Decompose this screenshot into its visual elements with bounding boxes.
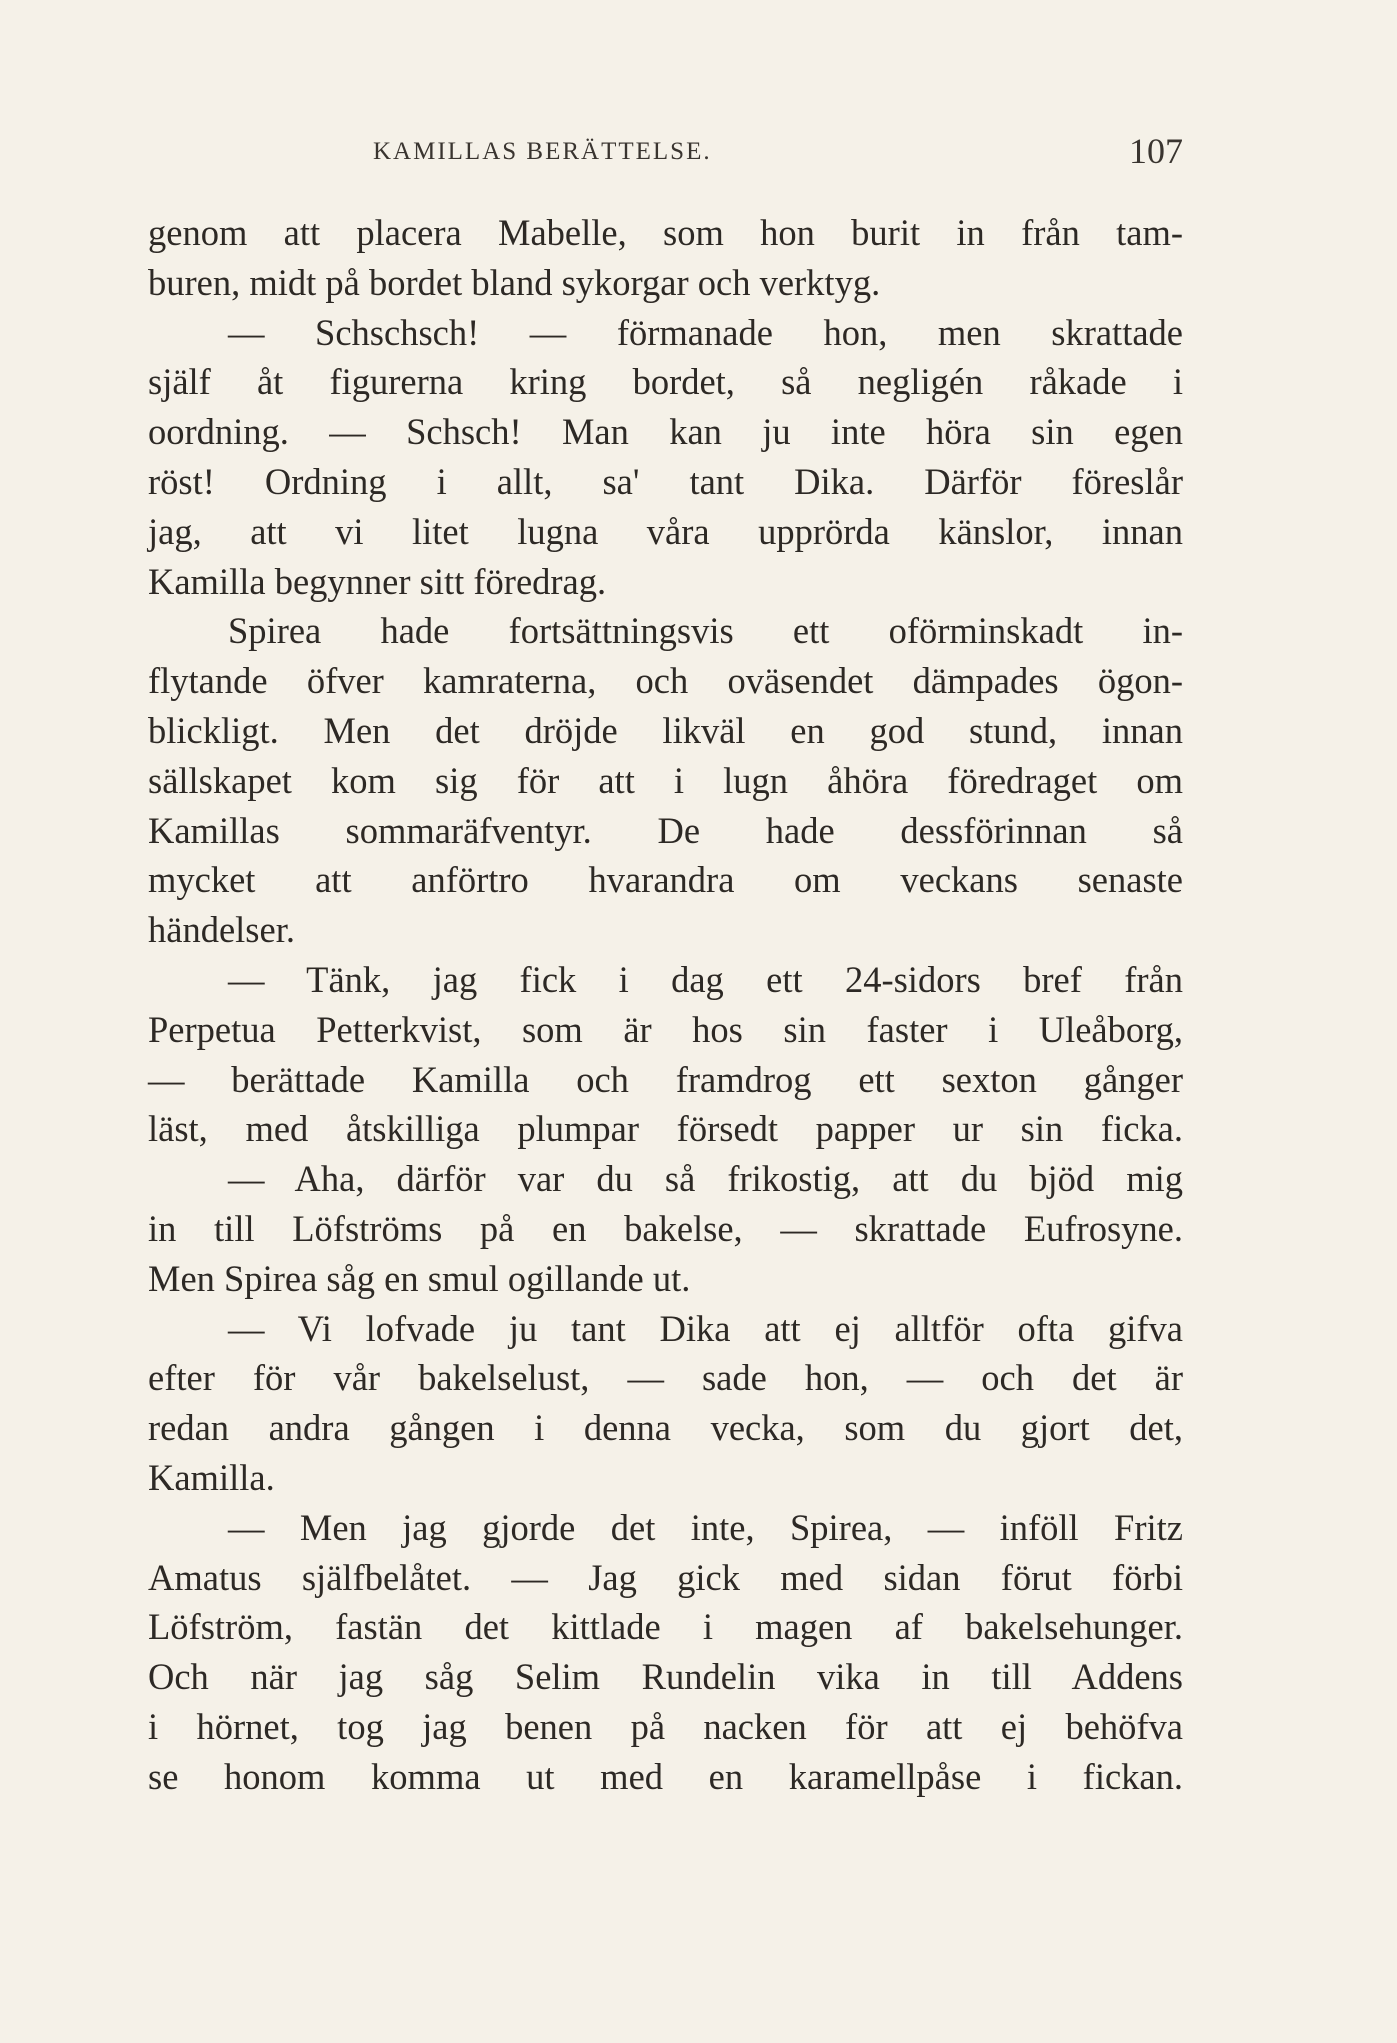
text-line: — Men jag gjorde det inte, Spirea, — inföll Fritz bbox=[228, 1506, 1183, 1548]
text-line: mycket att anförtro hvarandra om veckans senaste bbox=[148, 859, 1183, 901]
text-line: oordning. — Schsch! Man kan ju inte höra sin egen bbox=[148, 411, 1183, 453]
text-line: Spirea hade fortsättningsvis ett oförminskadt in- bbox=[228, 610, 1183, 652]
text-line: blickligt. Men det dröjde likväl en god stund, innan bbox=[148, 709, 1183, 751]
text-line: genom att placera Mabelle, som hon burit in från tam- bbox=[148, 212, 1183, 253]
text-line: Kamilla. bbox=[148, 1456, 275, 1498]
text-line: Löfström, fastän det kittlade i magen af bakelsehunger. bbox=[148, 1606, 1183, 1648]
page-header bbox=[148, 130, 1183, 180]
text-line: redan andra gången i denna vecka, som du gjort det, bbox=[148, 1407, 1183, 1449]
text-line: se honom komma ut med en karamellpåse i fickan. bbox=[148, 1755, 1183, 1797]
text-line: buren, midt på bordet bland sykorgar och verktyg. bbox=[148, 261, 881, 303]
text-line: läst, med åtskilliga plumpar försedt papper ur sin ficka. bbox=[148, 1108, 1183, 1150]
text-line: jag, att vi litet lugna våra upprörda känslor, innan bbox=[148, 510, 1183, 552]
text-line: in till Löfströms på en bakelse, — skrattade Eufrosyne. bbox=[148, 1207, 1183, 1249]
text-line: Amatus själfbelåtet. — Jag gick med sidan förut förbi bbox=[148, 1556, 1183, 1598]
text-line: sällskapet kom sig för att i lugn åhöra föredraget om bbox=[148, 759, 1183, 801]
text-line: — Aha, därför var du så frikostig, att du bjöd mig bbox=[228, 1158, 1183, 1200]
running-head: KAMILLAS BERÄTTELSE. bbox=[373, 138, 712, 165]
text-line: i hörnet, tog jag benen på nacken för att ej behöfva bbox=[148, 1705, 1183, 1747]
page-number: 107 bbox=[1129, 131, 1183, 171]
text-line: — Vi lofvade ju tant Dika att ej alltför ofta gifva bbox=[228, 1307, 1183, 1349]
text-line: Men Spirea såg en smul ogillande ut. bbox=[148, 1257, 691, 1299]
body-text bbox=[148, 208, 1183, 1802]
text-line: — Schschsch! — förmanade hon, men skrattade bbox=[228, 311, 1183, 353]
text-line: efter för vår bakelselust, — sade hon, — och det är bbox=[148, 1357, 1183, 1399]
text-line: själf åt figurerna kring bordet, så negligén råkade i bbox=[148, 361, 1183, 403]
text-line: flytande öfver kamraterna, och oväsendet dämpades ögon- bbox=[148, 660, 1183, 702]
text-line: Kamilla begynner sitt föredrag. bbox=[148, 560, 607, 602]
text-line: — berättade Kamilla och framdrog ett sexton gånger bbox=[148, 1058, 1183, 1100]
text-line: Och när jag såg Selim Rundelin vika in till Addens bbox=[148, 1656, 1183, 1698]
text-line: Perpetua Petterkvist, som är hos sin faster i Uleåborg, bbox=[148, 1008, 1183, 1050]
text-line: — Tänk, jag fick i dag ett 24-sidors bref från bbox=[228, 958, 1183, 1000]
text-line: Kamillas sommaräfventyr. De hade dessförinnan så bbox=[148, 809, 1183, 851]
text-line: händelser. bbox=[148, 909, 295, 951]
text-line: röst! Ordning i allt, sa' tant Dika. Därför föreslår bbox=[148, 460, 1183, 502]
